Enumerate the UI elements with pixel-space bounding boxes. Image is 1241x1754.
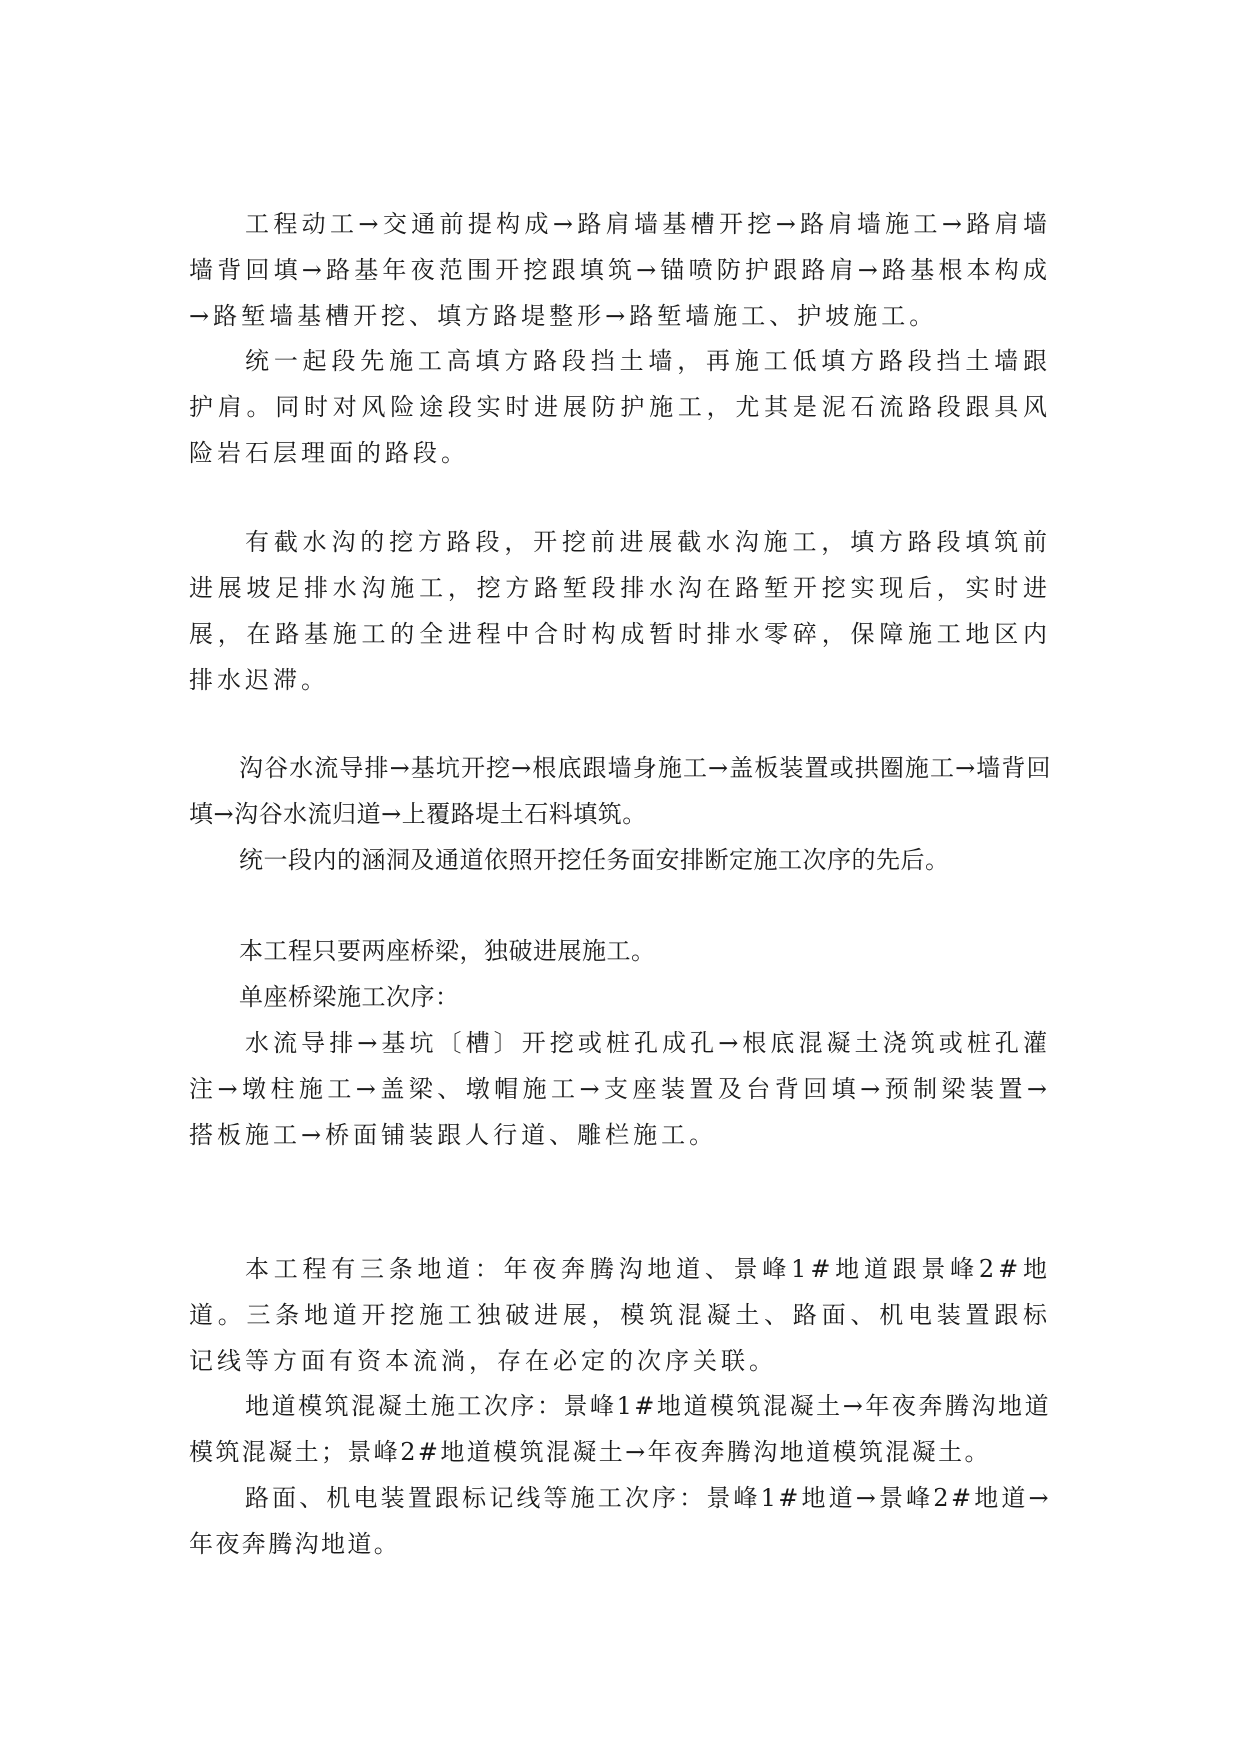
paragraph-drainage: 有截水沟的挖方路段，开挖前进展截水沟施工，填方路段填筑前进展坡足排水沟施工，挖方路堑段排水沟在路堑开挖实现后，实时进展，在路基施工的全进程中合时构成暂时排水零碎，保障施工地区内排水迟滞。	[189, 528, 1051, 694]
paragraph-culvert-order: 统一段内的涵洞及通道依照开挖任务面安排断定施工次序的先后。	[239, 846, 950, 874]
paragraph-bridge-order-label: 单座桥梁施工次序：	[239, 983, 460, 1011]
paragraph-tunnel-road: 路面、机电装置跟标记线等施工次序：景峰1#地道→景峰2#地道→年夜奔腾沟地道。	[189, 1484, 1051, 1558]
paragraph-culvert-flow: 沟谷水流导排→基坑开挖→根底跟墙身施工→盖板装置或拱圈施工→墙背回填→沟谷水流归道→上覆路堤土石料填筑。	[189, 754, 1051, 828]
paragraph-retaining-wall: 统一起段先施工高填方路段挡土墙，再施工低填方路段挡土墙跟护肩。同时对风险途段实时进展防护施工，尤其是泥石流路段跟具风险岩石层理面的路段。	[189, 347, 1051, 467]
paragraph-bridge-sequence: 水流导排→基坑〔槽〕开挖或桩孔成孔→根底混凝土浇筑或桩孔灌注→墩柱施工→盖梁、墩帽施工→支座装置及台背回填→预制梁装置→搭板施工→桥面铺装跟人行道、雕栏施工。	[189, 1029, 1051, 1149]
paragraph-construction-flow: 工程动工→交通前提构成→路肩墙基槽开挖→路肩墙施工→路肩墙墙背回填→路基年夜范围开挖跟填筑→锚喷防护跟路肩→路基根本构成→路堑墙基槽开挖、填方路堤整形→路堑墙施工、护坡施工。	[189, 210, 1051, 330]
paragraph-bridges: 本工程只要两座桥梁，独破进展施工。	[239, 937, 656, 965]
paragraph-tunnels: 本工程有三条地道：年夜奔腾沟地道、景峰1#地道跟景峰2#地道。三条地道开挖施工独破进展，模筑混凝土、路面、机电装置跟标记线等方面有资本流淌，存在必定的次序关联。	[189, 1255, 1051, 1375]
paragraph-tunnel-concrete: 地道模筑混凝土施工次序：景峰1#地道模筑混凝土→年夜奔腾沟地道模筑混凝土；景峰2#地道模筑混凝土→年夜奔腾沟地道模筑混凝土。	[189, 1392, 1051, 1466]
